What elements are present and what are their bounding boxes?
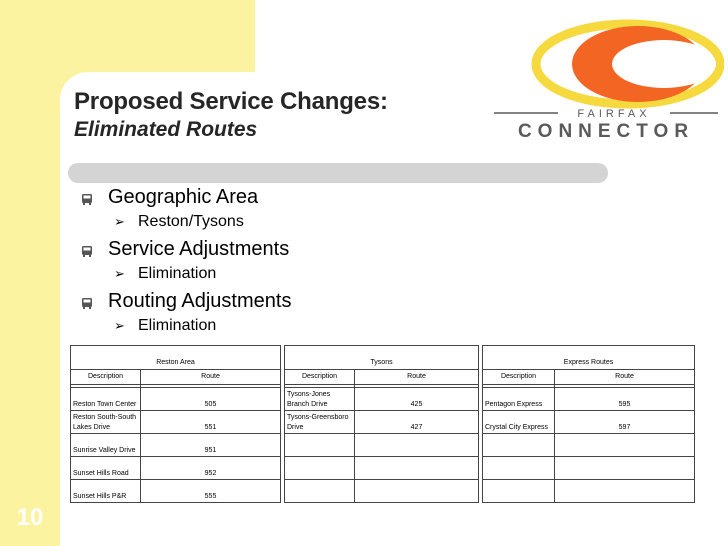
group-header-reston: Reston Area [71,346,281,370]
slide-subtitle: Eliminated Routes [74,118,258,141]
table-cell: Pentagon Express [483,388,555,411]
accent-bar [0,0,60,546]
column-header-description: Description [483,370,555,385]
table-cell [285,480,355,503]
slide-number: 10 [16,504,44,531]
table-cell: Sunset Hills Road [71,457,141,480]
table-cell: 595 [555,388,695,411]
table-cell: Sunset Hills P&R [71,480,141,503]
table-cell [285,457,355,480]
column-header-route: Route [555,370,695,385]
table-cell [355,434,479,457]
table-cell [355,480,479,503]
column-header-description: Description [71,370,141,385]
bullet-label: Geographic Area [108,186,259,208]
table-cell [285,434,355,457]
title-divider [68,163,608,183]
table-row [71,457,695,480]
slide-title: Proposed Service Changes: [74,88,388,115]
table-cell: Reston South-South Lakes Drive [71,411,141,434]
arrow-bullet-icon: ➢ [114,266,125,281]
logo-fairfax-text: FAIRFAX [577,108,651,120]
table-cell: Crystal City Express [483,411,555,434]
column-header-route: Route [355,370,479,385]
bullet-label: Routing Adjustments [108,290,292,312]
sub-bullet-label: Elimination [138,317,217,334]
table-cell: Tysons-Greensboro Drive [285,411,355,434]
table-cell: 427 [355,411,479,434]
logo-c-cutout [612,40,716,88]
table-row [71,480,695,503]
sub-bullet-label: Elimination [138,265,217,282]
table-cell [355,457,479,480]
table-cell [483,480,555,503]
table-cell [483,434,555,457]
table-cell: 425 [355,388,479,411]
bullet-label: Service Adjustments [108,238,290,260]
arrow-bullet-icon: ➢ [114,214,125,229]
table-cell [555,480,695,503]
eliminated-routes-table [70,345,695,503]
table-cell: 505 [141,388,281,411]
table-cell: 952 [141,457,281,480]
table-group-header-row [71,346,695,370]
fairfax-connector-logo [488,14,724,146]
table-cell: 597 [555,411,695,434]
sub-bullet-label: Reston/Tysons [138,213,244,230]
column-header-description: Description [285,370,355,385]
group-header-tysons: Tysons [285,346,479,370]
table-row [71,434,695,457]
table-cell: 555 [141,480,281,503]
bus-bullet-icon [82,246,92,257]
table-column-header-row [71,370,695,385]
table-cell: Sunrise Valley Drive [71,434,141,457]
group-header-express: Express Routes [483,346,695,370]
logo-connector-text: CONNECTOR [517,121,695,142]
accent-top-block [60,0,255,72]
table-cell [555,434,695,457]
table-cell: 951 [141,434,281,457]
table-cell [483,457,555,480]
table-cell: Tysons-Jones Branch Drive [285,388,355,411]
table-cell: 551 [141,411,281,434]
table-row [71,388,695,411]
table-row [71,411,695,434]
table-cell: Reston Town Center [71,388,141,411]
column-header-route: Route [141,370,281,385]
bus-bullet-icon [82,194,92,205]
table-cell [555,457,695,480]
arrow-bullet-icon: ➢ [114,318,125,333]
bus-bullet-icon [82,298,92,309]
